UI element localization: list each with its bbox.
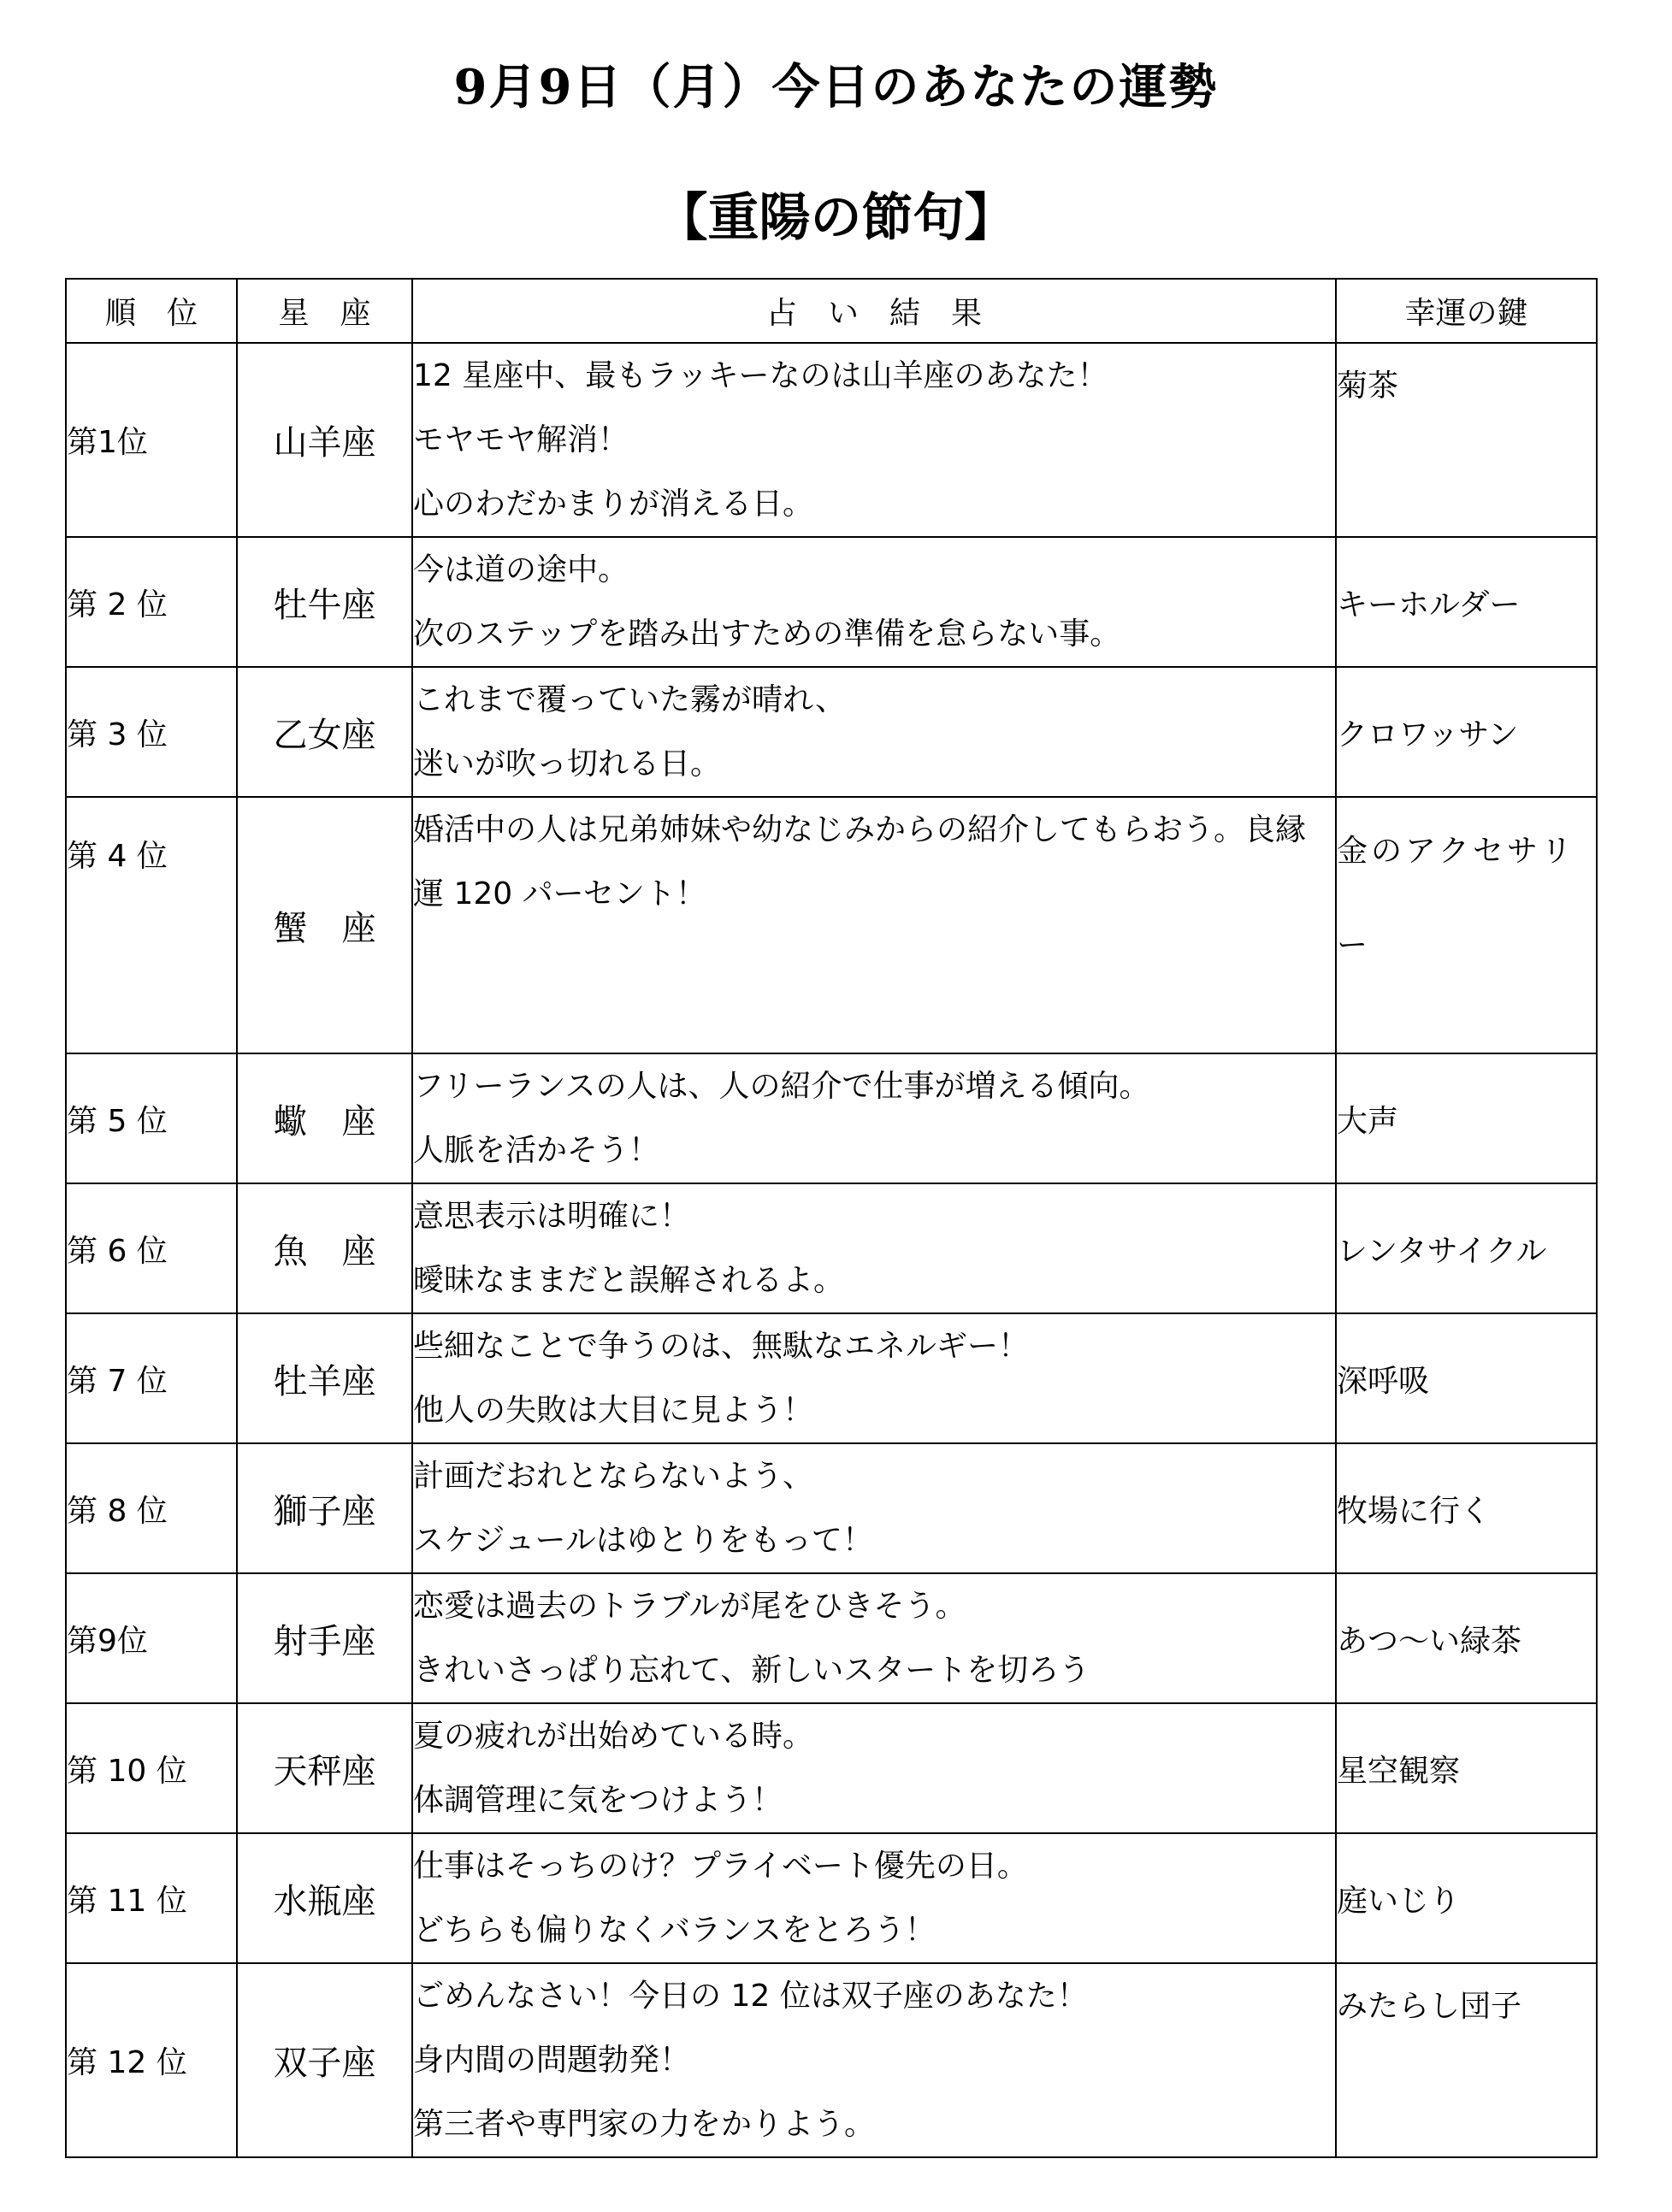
result-line: 次のステップを踏み出すための準備を怠らない事。: [413, 616, 1121, 652]
table-row: [66, 1183, 1597, 1313]
table-row: [66, 667, 1597, 797]
lucky-key-cell: 星空観察: [1336, 1703, 1597, 1833]
table-row: [66, 1313, 1597, 1443]
result-cell: [412, 1833, 1336, 1963]
fortune-table: [65, 278, 1598, 2158]
result-line: 今は道の途中。: [413, 552, 629, 587]
table-row: [66, 343, 1597, 537]
result-cell: [412, 1053, 1336, 1183]
page-title: 9月9日（月）今日のあなたの運勢: [453, 59, 1219, 115]
sign-cell: 魚 座: [237, 1183, 412, 1313]
result-line: 曖昧なままだと誤解されるよ。: [413, 1263, 845, 1298]
rank-cell: 第9位: [66, 1573, 237, 1703]
result-line: どちらも偏りなくバランスをとろう！: [413, 1913, 936, 1948]
table-row: [66, 797, 1597, 1053]
table-row: [66, 1703, 1597, 1833]
table-row: [66, 537, 1597, 667]
rank-cell: 第 6 位: [66, 1183, 237, 1313]
rank-cell: 第 12 位: [66, 1963, 237, 2157]
lucky-key-cell: レンタサイクル: [1336, 1183, 1597, 1313]
result-line: 第三者や専門家の力をかりよう。: [413, 2107, 876, 2142]
result-cell: [412, 1703, 1336, 1833]
column-header-lucky-key: 幸運の鍵: [1336, 279, 1597, 343]
result-line: 迷いが吹っ切れる日。: [413, 746, 722, 782]
sign-cell: 蟹 座: [237, 797, 412, 1053]
lucky-key-cell: みたらし団子: [1336, 1963, 1597, 2157]
rank-cell: 第 5 位: [66, 1053, 237, 1183]
result-line: 体調管理に気をつけよう！: [413, 1783, 783, 1818]
result-cell: [412, 1313, 1336, 1443]
sign-cell: 山羊座: [237, 343, 412, 537]
sign-cell: 獅子座: [237, 1443, 412, 1573]
rank-cell: 第 8 位: [66, 1443, 237, 1573]
result-line: 仕事はそっちのけ？プライベート優先の日。: [413, 1849, 1028, 1884]
rank-cell: 第1位: [66, 343, 237, 537]
table-header-row: [66, 279, 1597, 343]
sign-cell: 蠍 座: [237, 1053, 412, 1183]
table-row: [66, 1053, 1597, 1183]
lucky-key-cell: 金のアクセサリー: [1336, 797, 1597, 1053]
lucky-key-cell: 庭いじり: [1336, 1833, 1597, 1963]
result-cell: [412, 537, 1336, 667]
sign-cell: 水瓶座: [237, 1833, 412, 1963]
column-header-sign: 星 座: [237, 279, 412, 343]
page-subtitle: 【重陽の節句】: [656, 188, 1016, 248]
result-line: ごめんなさい！今日の 12 位は双子座のあなた！: [413, 1979, 1088, 2014]
result-line: 人脈を活かそう！: [413, 1133, 660, 1168]
rank-cell: 第 7 位: [66, 1313, 237, 1443]
rank-cell: 第 10 位: [66, 1703, 237, 1833]
table-row: [66, 1443, 1597, 1573]
column-header-rank: 順 位: [66, 279, 237, 343]
lucky-key-cell: 大声: [1336, 1053, 1597, 1183]
result-line: きれいさっぱり忘れて、新しいスタートを切ろう: [413, 1653, 1090, 1688]
result-line: 婚活中の人は兄弟姉妹や幼なじみからの紹介してもらおう。良縁運 120 パーセント！: [413, 812, 1307, 911]
result-line: スケジュールはゆとりをもって！: [413, 1523, 873, 1558]
result-line: 夏の疲れが出始めている時。: [413, 1719, 814, 1754]
result-cell: [412, 667, 1336, 797]
table-row: [66, 1573, 1597, 1703]
result-line: 些細なことで争うのは、無駄なエネルギー！: [413, 1329, 1030, 1364]
result-line: 恋愛は過去のトラブルが尾をひきそう。: [413, 1589, 966, 1624]
sign-cell: 牡牛座: [237, 537, 412, 667]
sign-cell: 射手座: [237, 1573, 412, 1703]
result-line: これまで覆っていた霧が晴れ、: [413, 682, 847, 717]
lucky-key-cell: キーホルダー: [1336, 537, 1597, 667]
result-line: 心のわだかまりが消える日。: [413, 487, 814, 522]
result-line: 意思表示は明確に！: [413, 1199, 691, 1234]
result-line: モヤモヤ解消！: [413, 422, 629, 457]
lucky-key-cell: クロワッサン: [1336, 667, 1597, 797]
table-row: [66, 1833, 1597, 1963]
lucky-key-cell: あつ～い緑茶: [1336, 1573, 1597, 1703]
rank-cell: 第 2 位: [66, 537, 237, 667]
result-line: 身内間の問題勃発！: [413, 2043, 691, 2078]
sign-cell: 双子座: [237, 1963, 412, 2157]
result-cell: [412, 1573, 1336, 1703]
result-cell: [412, 1963, 1336, 2157]
result-cell: [412, 343, 1336, 537]
rank-cell: 第 3 位: [66, 667, 237, 797]
rank-cell: 第 11 位: [66, 1833, 237, 1963]
table-row: [66, 1963, 1597, 2157]
lucky-key-cell: 牧場に行く: [1336, 1443, 1597, 1573]
result-line: 他人の失敗は大目に見よう！: [413, 1393, 814, 1428]
result-line: 計画だおれとならないよう、: [413, 1459, 814, 1494]
sign-cell: 天秤座: [237, 1703, 412, 1833]
result-line: 12 星座中、最もラッキーなのは山羊座のあなた！: [413, 358, 1108, 393]
lucky-key-cell: 深呼吸: [1336, 1313, 1597, 1443]
sign-cell: 牡羊座: [237, 1313, 412, 1443]
lucky-key-cell: 菊茶: [1336, 343, 1597, 537]
result-cell: [412, 797, 1336, 1053]
result-cell: [412, 1183, 1336, 1313]
result-cell: [412, 1443, 1336, 1573]
rank-cell: 第 4 位: [66, 797, 237, 1053]
result-line: フリーランスの人は、人の紹介で仕事が増える傾向。: [413, 1069, 1150, 1104]
sign-cell: 乙女座: [237, 667, 412, 797]
column-header-result: 占 い 結 果: [412, 279, 1336, 343]
